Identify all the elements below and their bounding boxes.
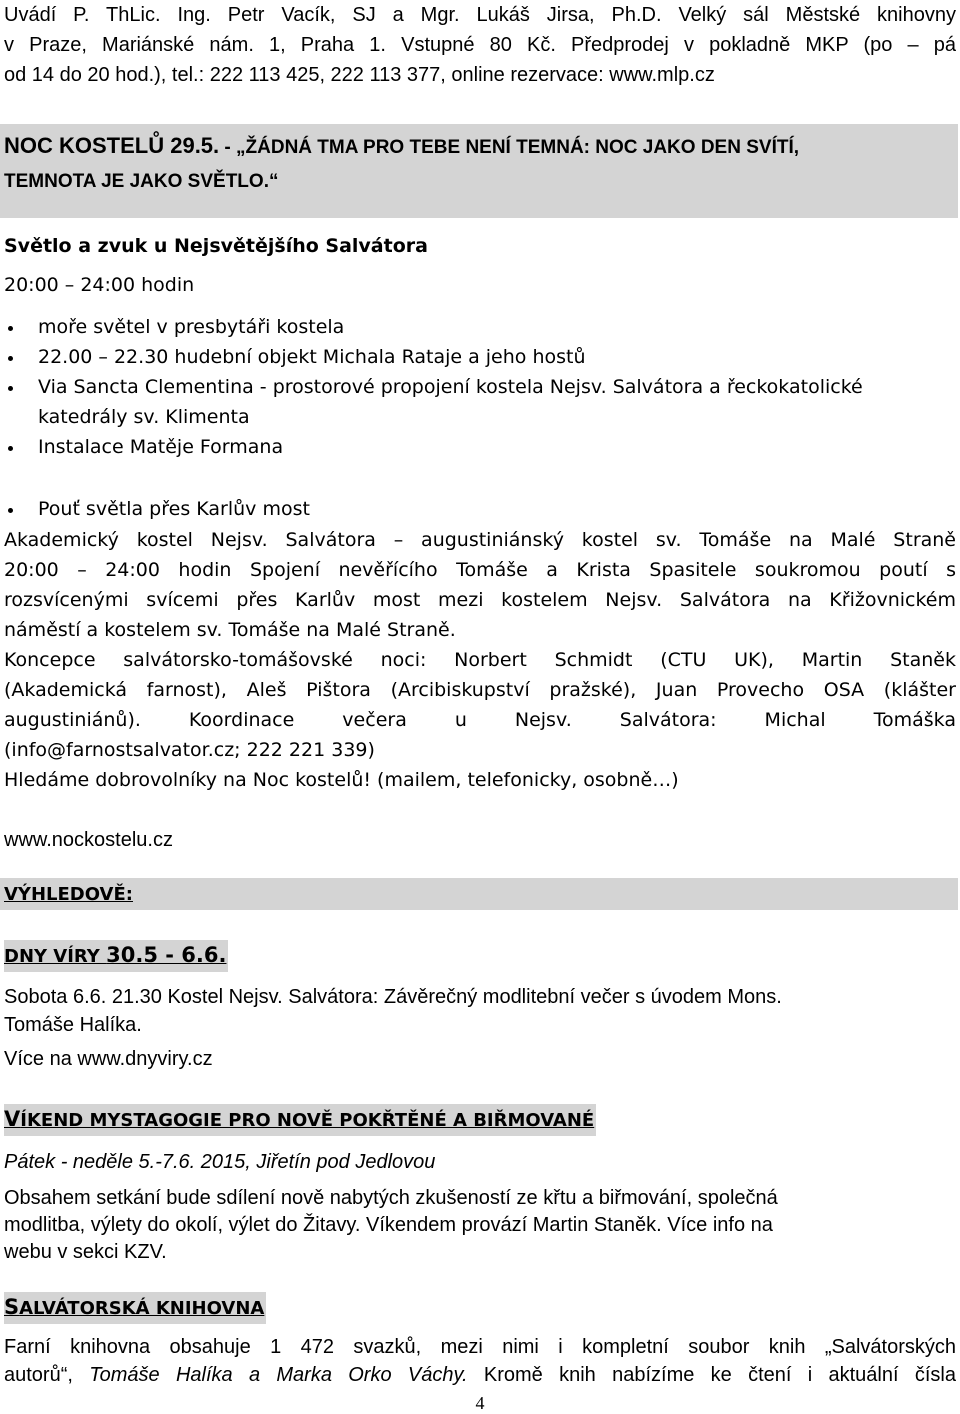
noc-time-block [4,270,956,300]
vikend-heading: VÍKEND MYSTAGOGIE PRO NOVĚ POKŘTĚNÉ A BIŘMOVANÉ [4,1104,596,1136]
vikend-heading-block [4,1104,956,1136]
paragraph-line: 20:00 – 24:00 hodin Spojení nevěřícího Tomáše a Krista Spasitele soukromou poutí s [4,559,956,581]
vikend-date: Pátek - neděle 5.-7.6. 2015, Jiřetín pod Jedlovou [4,1151,436,1173]
knihovna-body [4,1333,956,1389]
paragraph-line: Koncepce salvátorsko-tomášovské noci: Norbert Schmidt (CTU UK), Martin Staněk [4,649,956,671]
list-item: moře světel v presbytáři kostela [4,312,956,342]
paragraph-line: (info@farnostsalvator.cz; 222 221 339) [4,739,375,761]
intro-line: v Praze, Mariánské nám. 1, Praha 1. Vstupné 80 Kč. Předprodej v pokladně MKP (po – pá [4,34,956,56]
list-item: Via Sancta Clementina - prostorové propojení kostela Nejsv. Salvátora a řeckokatolické katedrály sv. Klimenta [4,372,956,432]
noc-time: 20:00 – 24:00 hodin [4,274,195,296]
paragraph-line: (Akademická farnost), Aleš Pištora (Arcibiskupství pražské), Juan Provecho OSA (klášter [4,679,956,701]
list-item: Pouť světla přes Karlův most [4,494,956,524]
paragraph-line: Farní knihovna obsahuje 1 472 svazků, mezi nimi i kompletní soubor knih „Salvátorských [4,1336,956,1358]
vyhledove-heading: VÝHLEDOVĚ: [4,884,133,905]
noc-paragraph-1 [4,525,956,795]
volunteers-line: Hledáme dobrovolníky na Noc kostelů! (mailem, telefonicky, osobně…) [4,769,679,791]
page-number: 4 [475,1393,485,1413]
paragraph-line: Tomáše Halíka. [4,1014,142,1036]
paragraph-line: modlitba, výlety do okolí, výlet do Žitavy. Víkendem provází Martin Staněk. Více info na [4,1214,773,1236]
bullet-list [4,312,956,462]
vikend-body [4,1184,956,1266]
noc-title-text: - „ŽÁDNÁ TMA PRO TEBE NENÍ TEMNÁ: NOC JAKO DEN SVÍTÍ, [219,137,800,158]
intro-line: Uvádí P. ThLic. Ing. Petr Vacík, SJ a Mgr. Lukáš Jirsa, Ph.D. Velký sál Městské knihovny [4,4,956,26]
intro-line: od 14 do 20 hod.), tel.: 222 113 425, 222 113 377, online rezervace: www.mlp.cz [4,64,715,86]
dny-viry-heading: DNY VÍRY 30.5 - 6.6. [4,940,228,972]
noc-heading [4,124,956,198]
dny-viry-body [4,982,956,1038]
noc-web-link[interactable]: www.nockostelu.cz [4,829,173,851]
paragraph-line: náměstí a kostelem sv. Tomáše na Malé Straně. [4,619,456,641]
knihovna-heading-block [4,1292,956,1324]
list-item: 22.00 – 22.30 hudební objekt Michala Rataje a jeho hostů [4,342,956,372]
paragraph-line: Obsahem setkání bude sdílení nově nabytých zkušeností ze křtu a biřmování, společná [4,1187,778,1209]
dny-viry-heading-block [4,940,956,972]
dny-viry-link[interactable]: Více na www.dnyviry.cz [4,1048,213,1070]
dny-viry-more [4,1044,956,1074]
noc-subtitle: Světlo a zvuk u Nejsvětějšího Salvátora [4,235,428,257]
noc-subtitle-block [4,230,956,262]
knihovna-heading: SALVÁTORSKÁ KNIHOVNA [4,1292,266,1324]
noc-bullets [4,312,956,462]
intro-paragraph [4,0,956,90]
noc-title-date: NOC KOSTELŮ 29.5. [4,133,220,158]
paragraph-line: autorů“, Tomáše Halíka a Marka Orko Váchy. Kromě knih nabízíme ke čtení i aktuální čísla [4,1364,956,1386]
vikend-date-block [4,1147,956,1177]
list-item: Instalace Matěje Formana [4,432,956,462]
paragraph-line: webu v sekci KZV. [4,1241,167,1263]
noc-bullet-pout [4,494,956,524]
paragraph-line: Sobota 6.6. 21.30 Kostel Nejsv. Salvátora: Závěrečný modlitební večer s úvodem Mons. [4,986,782,1008]
vyhledove-heading-block [4,879,956,910]
paragraph-line: rozsvícenými svícemi přes Karlův most mezi kostelem Nejsv. Salvátora na Křižovnickém [4,589,956,611]
paragraph-line: augustiniánů). Koordinace večera u Nejsv. Salvátora: Michal Tomáška [4,709,956,731]
noc-web-block [4,825,956,855]
paragraph-line: Akademický kostel Nejsv. Salvátora – augustiniánský kostel sv. Tomáše na Malé Straně [4,529,956,551]
noc-title-line2: TEMNOTA JE JAKO SVĚTLO.“ [4,171,279,192]
